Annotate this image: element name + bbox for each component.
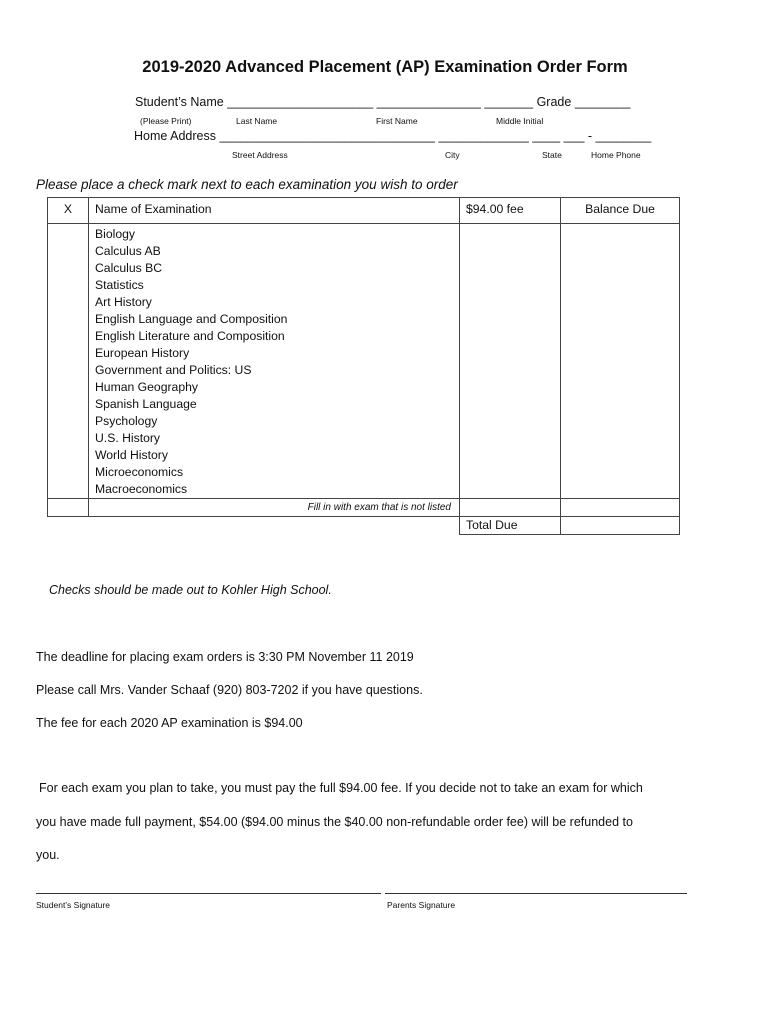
exam-check-cell[interactable]	[48, 362, 89, 379]
total-row	[48, 517, 680, 535]
exam-balance-cell[interactable]	[561, 311, 680, 328]
grade-label: Grade	[536, 95, 572, 109]
exam-balance-cell[interactable]	[561, 379, 680, 396]
exam-check-cell[interactable]	[48, 430, 89, 447]
exam-name: Psychology	[89, 413, 460, 430]
exam-balance-cell[interactable]	[561, 396, 680, 413]
exam-row	[48, 328, 680, 345]
exam-check-cell[interactable]	[48, 311, 89, 328]
exam-check-cell[interactable]	[48, 396, 89, 413]
exam-fee-cell[interactable]	[460, 260, 561, 277]
exam-fee-cell[interactable]	[460, 311, 561, 328]
exam-row	[48, 294, 680, 311]
exam-fee-cell[interactable]	[460, 277, 561, 294]
exam-check-cell[interactable]	[48, 277, 89, 294]
first-name-caption: First Name	[376, 116, 418, 126]
exam-name: English Literature and Composition	[89, 328, 460, 345]
exam-row	[48, 362, 680, 379]
home-address-label: Home Address	[134, 129, 216, 143]
exam-row	[48, 447, 680, 464]
student-name-field[interactable]: _____________________ _______________ _______	[227, 95, 534, 109]
exam-fee-cell[interactable]	[460, 345, 561, 362]
exam-check-cell[interactable]	[48, 260, 89, 277]
checks-note: Checks should be made out to Kohler High School.	[49, 583, 332, 597]
exam-row	[48, 481, 680, 499]
exam-check-cell[interactable]	[48, 447, 89, 464]
student-signature-label: Student’s Signature	[36, 900, 111, 910]
refund-text-line-3: you.	[36, 848, 60, 862]
header-x: X	[48, 198, 89, 224]
exam-check-cell[interactable]	[48, 345, 89, 362]
fill-in-row	[48, 499, 680, 517]
student-name-label: Student’s Name	[135, 95, 224, 109]
exam-row	[48, 260, 680, 277]
exam-fee-cell[interactable]	[460, 362, 561, 379]
exam-balance-cell[interactable]	[561, 447, 680, 464]
fill-in-label[interactable]: Fill in with exam that is not listed	[89, 499, 460, 517]
parent-signature-line[interactable]	[385, 893, 687, 894]
exam-check-cell[interactable]	[48, 481, 89, 499]
exam-name: European History	[89, 345, 460, 362]
exam-row	[48, 345, 680, 362]
exam-name: Art History	[89, 294, 460, 311]
exam-row	[48, 243, 680, 260]
fee-text: The fee for each 2020 AP examination is $94.00	[36, 716, 303, 730]
exam-fee-cell[interactable]	[460, 396, 561, 413]
exam-check-cell[interactable]	[48, 379, 89, 396]
exam-row	[48, 413, 680, 430]
form-title: 2019-2020 Advanced Placement (AP) Examination Order Form	[142, 58, 628, 76]
state-caption: State	[542, 150, 562, 160]
exam-name: U.S. History	[89, 430, 460, 447]
exam-name: Microeconomics	[89, 464, 460, 481]
last-name-caption: Last Name	[236, 116, 278, 126]
header-exam-name: Name of Examination	[89, 198, 460, 224]
parent-signature-label: Parents Signature	[387, 900, 456, 910]
fill-in-check-cell[interactable]	[48, 499, 89, 517]
home-phone-caption: Home Phone	[591, 150, 641, 160]
exam-name: Calculus AB	[89, 243, 460, 260]
grade-field[interactable]: ________	[574, 95, 631, 109]
exam-fee-cell[interactable]	[460, 243, 561, 260]
student-name-row	[135, 95, 630, 109]
exam-balance-cell[interactable]	[561, 481, 680, 499]
exam-balance-cell[interactable]	[561, 243, 680, 260]
exam-row	[48, 396, 680, 413]
exam-balance-cell[interactable]	[561, 294, 680, 311]
exam-name: Government and Politics: US	[89, 362, 460, 379]
exam-balance-cell[interactable]	[561, 464, 680, 481]
exam-name: English Language and Composition	[89, 311, 460, 328]
exam-fee-cell[interactable]	[460, 464, 561, 481]
exam-row	[48, 464, 680, 481]
exam-name: World History	[89, 447, 460, 464]
exam-check-cell[interactable]	[48, 294, 89, 311]
exam-check-cell[interactable]	[48, 413, 89, 430]
header-balance-due: Balance Due	[561, 198, 680, 224]
exam-check-cell[interactable]	[48, 243, 89, 260]
home-address-field[interactable]: _______________________________ _____________ ____ ___ - ________	[219, 129, 652, 143]
header-fee: $94.00 fee	[460, 198, 561, 224]
home-address-row	[134, 129, 651, 143]
exam-fee-cell[interactable]	[460, 481, 561, 499]
exam-row	[48, 430, 680, 447]
middle-initial-caption: Middle Initial	[496, 116, 544, 126]
please-print-note: (Please Print)	[140, 116, 192, 126]
refund-text-line-2: you have made full payment, $54.00 ($94.00 minus the $40.00 non-refundable order fee) will be refunded to	[36, 815, 633, 829]
exam-check-cell[interactable]	[48, 224, 89, 244]
exam-row	[48, 277, 680, 294]
exam-fee-cell[interactable]	[460, 328, 561, 345]
exam-fee-cell[interactable]	[460, 294, 561, 311]
exam-balance-cell[interactable]	[561, 260, 680, 277]
refund-text-line-1: For each exam you plan to take, you must pay the full $94.00 fee. If you decide not to take an exam for which	[39, 781, 643, 795]
exam-check-cell[interactable]	[48, 328, 89, 345]
exam-check-cell[interactable]	[48, 464, 89, 481]
exam-fee-cell[interactable]	[460, 224, 561, 244]
contact-text: Please call Mrs. Vander Schaaf (920) 803-7202 if you have questions.	[36, 683, 423, 697]
exam-fee-cell[interactable]	[460, 447, 561, 464]
student-signature-line[interactable]	[36, 893, 381, 894]
instruction-text: Please place a check mark next to each examination you wish to order	[36, 177, 458, 192]
deadline-text: The deadline for placing exam orders is 3:30 PM November 11 2019	[36, 650, 414, 664]
exam-balance-cell[interactable]	[561, 224, 680, 244]
table-header-row	[48, 198, 680, 224]
exam-order-table	[47, 197, 680, 535]
exam-name: Calculus BC	[89, 260, 460, 277]
exam-name: Statistics	[89, 277, 460, 294]
total-due-field[interactable]	[561, 517, 680, 535]
exam-fee-cell[interactable]	[460, 430, 561, 447]
exam-balance-cell[interactable]	[561, 430, 680, 447]
exam-row	[48, 311, 680, 328]
exam-name: Macroeconomics	[89, 481, 460, 499]
exam-balance-cell[interactable]	[561, 362, 680, 379]
fill-in-balance-cell[interactable]	[561, 499, 680, 517]
exam-row	[48, 224, 680, 244]
exam-name: Spanish Language	[89, 396, 460, 413]
exam-fee-cell[interactable]	[460, 413, 561, 430]
exam-balance-cell[interactable]	[561, 413, 680, 430]
city-caption: City	[445, 150, 460, 160]
total-due-label: Total Due	[460, 517, 561, 535]
exam-name: Biology	[89, 224, 460, 244]
street-address-caption: Street Address	[232, 150, 288, 160]
exam-balance-cell[interactable]	[561, 328, 680, 345]
fill-in-fee-cell[interactable]	[460, 499, 561, 517]
exam-fee-cell[interactable]	[460, 379, 561, 396]
exam-row	[48, 379, 680, 396]
exam-name: Human Geography	[89, 379, 460, 396]
exam-balance-cell[interactable]	[561, 277, 680, 294]
exam-balance-cell[interactable]	[561, 345, 680, 362]
